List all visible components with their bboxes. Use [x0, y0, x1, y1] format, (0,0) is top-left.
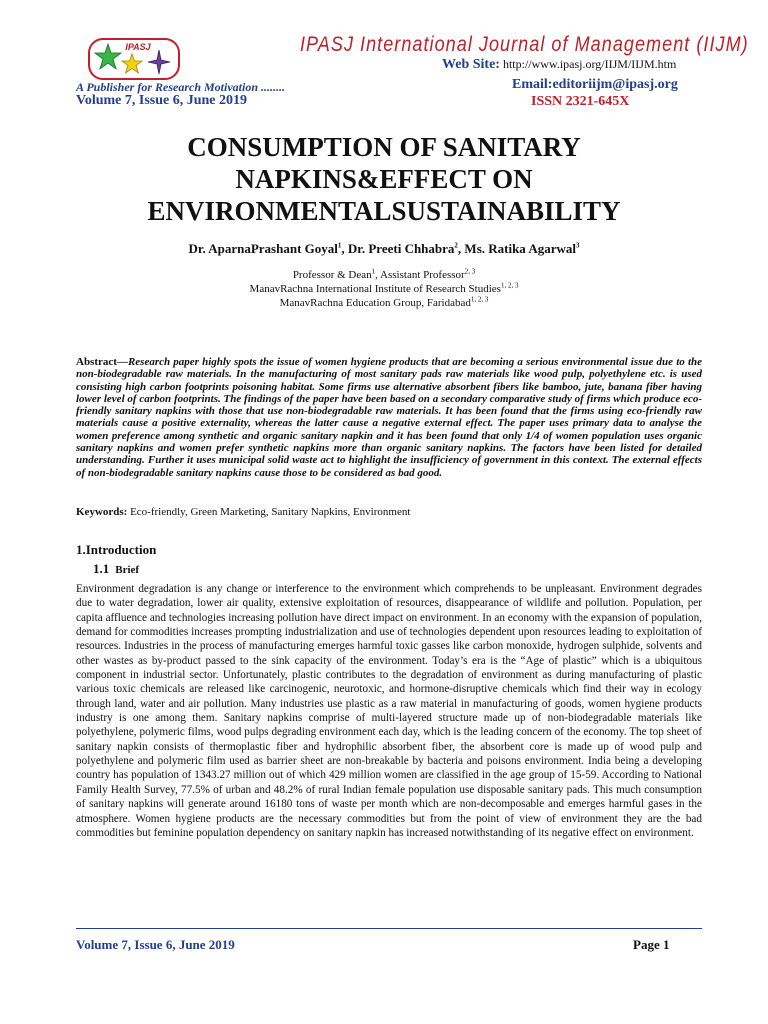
- website-line: [442, 57, 676, 73]
- author-list: [60, 241, 708, 257]
- publisher-tagline: A Publisher for Research Motivation ........: [76, 80, 286, 94]
- affiliation-institute: [60, 283, 708, 295]
- keywords-text: Eco-friendly, Green Marketing, Sanitary Napkins, Environment: [127, 506, 411, 518]
- author-sup: 3: [576, 241, 580, 250]
- affiliation-group: [60, 297, 708, 309]
- affiliation-roles: [60, 269, 708, 281]
- body-paragraph: Environment degradation is any change or interference to the environment which comprehends to be unpleasant. Environment degrades due to water degradation, lower air quality, extensive exploitation of resources, disappearance of wildlife and pollution. Population, per capita affluence and technologies increasing pollution have direct impact on environment. In an economy with the expansion of population, demand for commodities increases prompting industrialization and use of technologies dependent upon resources leading to exploitation of resources. Industries in the process of manufacturing emerges harmful toxic gasses like carbon monoxide, hydrogen sulphide, solvents and other wastes as by-product passed to the sink capacity of the environment. Today’s era is the “Age of plastic” which is a ubiquitous component in industrial sector. Unfortunately, plastic contributes to the degradation of environment as during manufacturing of plastic various toxic chemicals are released like carcinogenic, neurotoxic, and hormone-disruptive chemicals which find their way in ecology through land, water and air pollution. Many industries use plastic as a raw material in manufacturing of goods, women hygiene products industry is one among them. Sanitary napkins comprise of multi-layered structure made up of non-biodegradable materials like polyethylene, polymeric films, wood pulps degrading environment each day, which is the leading concern of the economy. The top sheet of sanitary napkin consists of thermoplastic fiber and hydrophilic absorbent fiber, the absorbent core is made up of wood pulp and polyethylene and polymeric film used as barrier sheet are non-breakable by bacteria and poisons environment. India being a developing country has population of 1343.27 million out of which 429 million women are classified in the age group of 15-59. According to National Family Health Survey, 77.5% of urban and 48.2% of rural Indian female population use disposable sanitary pads. This much consumption of sanitary napkins will generate around 16180 tons of waste per month which are non-decomposable and emerges harmful gases in the atmosphere. Women hygiene products are the necessary commodities but from the point of view of environment they are the bad commodities but feminine population dependency on sanitary napkin has increased notwithstanding of its negative effect on environment.: [76, 583, 702, 839]
- title-line: NAPKINS&EFFECT ON: [235, 164, 533, 194]
- volume-issue-header: Volume 7, Issue 6, June 2019: [76, 93, 248, 108]
- separator: ,: [341, 241, 348, 256]
- paper-title: [60, 131, 708, 227]
- footer-volume-issue: Volume 7, Issue 6, June 2019: [76, 937, 235, 952]
- role-sup: 2, 3: [464, 267, 476, 276]
- author-sup: 2: [454, 241, 458, 250]
- footer-divider: [76, 928, 702, 929]
- author-name: Dr. AparnaPrashant Goyal: [188, 241, 338, 256]
- email-line[interactable]: Email:editoriijm@ipasj.org: [512, 77, 678, 92]
- author-name: Ms. Ratika Agarwal: [464, 241, 577, 256]
- role-sup: 1: [371, 267, 376, 276]
- institute-sup: 1, 2, 3: [470, 295, 489, 304]
- institute: ManavRachna International Institute of Research Studies: [249, 283, 501, 295]
- abstract-label: Abstract—: [76, 356, 128, 368]
- logo-text: IPASJ: [125, 42, 151, 52]
- institute: ManavRachna Education Group, Faridabad: [279, 297, 471, 309]
- keywords-label: Keywords:: [76, 506, 128, 518]
- section-heading-introduction: 1.Introduction: [76, 542, 157, 557]
- subsection-title: Brief: [115, 564, 140, 576]
- separator: ,: [457, 241, 465, 256]
- author-sup: 1: [337, 241, 342, 250]
- separator: ,: [375, 269, 381, 281]
- institute-sup: 1, 2, 3: [500, 281, 519, 290]
- ipasj-logo: [88, 38, 180, 80]
- subsection-heading-brief: [93, 561, 139, 577]
- website-label: Web Site:: [442, 57, 500, 72]
- title-line: CONSUMPTION OF SANITARY: [187, 132, 581, 162]
- keywords: [76, 506, 702, 518]
- abstract: [76, 356, 702, 479]
- subsection-number: 1.1: [93, 561, 110, 576]
- website-link[interactable]: http://www.ipasj.org/IIJM/IIJM.htm: [502, 57, 677, 71]
- abstract-text: Research paper highly spots the issue of women hygiene products that are becoming a serious environmental issue due to the non-biodegradable raw materials. In the manufacturing of most sanitary pads raw materials like wood pulp, polyethylene etc. is used consisting high carbon footprints poisoning habitat. Some firms use alternative absorbent fibers like bamboo, jute, banana fiber having lower level of carbon footprints. The findings of the paper have been based on a secondary comparative study of firms which produce eco-friendly sanitary napkins with those that use non-biodegradable raw materials. It has been found that the firms using eco-friendly raw materials cause a positive externality, whereas the latter cause a negative external effect. The paper uses primary data to analyse the women preference among synthetic and organic sanitary napkin and it has been found that only 1/4 of women population uses organic sanitary napkins and women prefer synthetic napkins more than organic sanitary napkins. The factors have been listed for detailed understanding. Further it uses municipal solid waste act to highlight the insufficiency of government in this context. The external effects of non-biodegradable sanitary napkins cause those to be considered as bad good.: [76, 356, 702, 479]
- journal-title: IPASJ International Journal of Management (IIJM): [300, 33, 749, 56]
- role: Assistant Professor: [380, 269, 465, 281]
- page-number: Page 1: [633, 937, 670, 952]
- title-line: ENVIRONMENTALSUSTAINABILITY: [147, 196, 621, 226]
- author-name: Dr. Preeti Chhabra: [347, 241, 455, 256]
- role: Professor & Dean: [292, 269, 372, 281]
- issn: ISSN 2321-645X: [531, 94, 630, 109]
